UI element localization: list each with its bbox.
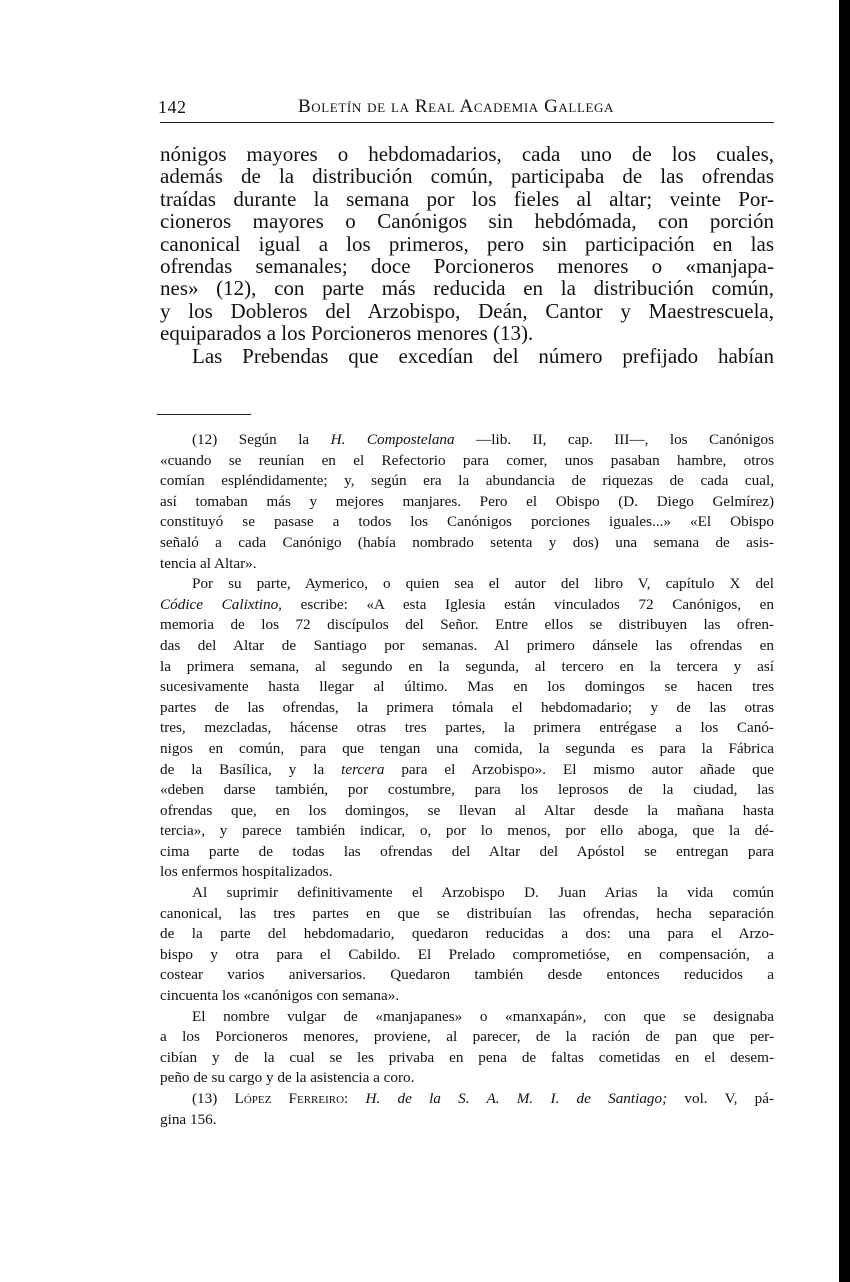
footnote-line: sucesivamente hasta llegar al último. Mas en los domingos se hacen tres (160, 678, 774, 696)
paragraph-1 (160, 143, 774, 345)
text-line: nes» (12), con parte más reducida en la distribución común, (160, 276, 774, 301)
footnote-line: nigos en común, para que tengan una comida, la segunda es para la Fábrica (160, 739, 774, 757)
footnote-line: cibían y de la cual se les privaba en pena de faltas cometidas en el desem- (160, 1048, 774, 1066)
footnote-separator (157, 414, 251, 415)
footnote-line: memoria de los 72 discípulos del Señor. Entre ellos se distribuyen las ofren- (160, 616, 774, 634)
text-line: canonical igual a los primeros, pero sin participación en las (160, 231, 774, 256)
text-line: equiparados a los Porcioneros menores (13). (160, 321, 534, 346)
page-header (158, 94, 774, 120)
footnote-line: canonical, las tres partes en que se distribuían las ofrendas, hecha separación (160, 904, 774, 922)
footnote-line: así tomaban más y mejores manjares. Pero el Obispo (D. Diego Gelmírez) (160, 492, 774, 510)
footnote-line: cincuenta los «canónigos con semana». (160, 987, 400, 1005)
footnote-line: a los Porcioneros menores, proviene, al parecer, de la ración de pan que per- (160, 1028, 774, 1046)
footnote-line: costear varios aniversarios. Quedaron también desde entonces reducidos a (160, 966, 774, 984)
footnote-line: peño de su cargo y de la asistencia a coro. (160, 1069, 415, 1087)
text-line: además de la distribución común, participaba de las ofrendas (160, 164, 774, 189)
footnote-line: señaló a cada Canónigo (había nombrado setenta y dos) una semana de asis- (160, 533, 774, 551)
footnote-13 (160, 1089, 774, 1130)
footnote-line: gina 156. (160, 1110, 217, 1128)
footnote-line: tencia al Altar». (160, 554, 257, 572)
footnote-line: los enfermos hospitalizados. (160, 863, 333, 881)
footnote-12-paragraph-4 (160, 1007, 774, 1089)
footnote-line: «deben darse también, por costumbre, para los leprosos de la ciudad, las (160, 781, 774, 799)
footnote-line: (12) Según la H. Compostelana —lib. II, cap. III—, los Canónigos (192, 431, 775, 448)
footnote-line: bispo y otra para el Cabildo. El Prelado comprometióse, en compensación, a (160, 945, 774, 963)
footnote-line: partes de las ofrendas, la primera tómala el hebdomadario; y de las otras (160, 698, 774, 716)
italic-title: H. Compostelana (330, 431, 455, 448)
text-line: traídas durante la semana por los fieles al altar; veinte Por- (160, 186, 774, 211)
footnotes (160, 430, 774, 1130)
footnote-line: (13) López Ferreiro: H. de la S. A. M. I. de Santiago; vol. V, pá- (192, 1090, 774, 1107)
footnote-line: tres, mezcladas, hácense otras tres partes, la primera entrégase a los Canó- (160, 719, 774, 737)
text-line: cioneros mayores o Canónigos sin hebdómada, con porción (160, 209, 774, 234)
footnote-line: El nombre vulgar de «manjapanes» o «manxapán», con que se designaba (192, 1007, 774, 1025)
header-rule (160, 122, 774, 123)
footnote-line: Por su parte, Aymerico, o quien sea el autor del libro V, capítulo X del (192, 575, 774, 593)
footnote-line: Al suprimir definitivamente el Arzobispo D. Juan Arias la vida común (192, 884, 774, 902)
italic-title: tercera (341, 760, 385, 778)
footnote-12 (160, 430, 774, 574)
text-line: nónigos mayores o hebdomadarios, cada uno de los cuales, (160, 142, 774, 166)
italic-title: H. de la S. A. M. I. de Santiago; (365, 1090, 668, 1107)
page-number: 142 (158, 97, 187, 117)
paragraph-2 (160, 345, 774, 367)
text-line: Las Prebendas que excedían del número prefijado habían (192, 343, 774, 368)
footnote-line: de la parte del hebdomadario, quedaron reducidas a dos: una para el Arzo- (160, 925, 774, 943)
scan-edge-shadow (839, 0, 850, 1282)
footnote-line: «cuando se reunían en el Refectorio para comer, unos pasaban hambre, otros (160, 451, 774, 469)
text-line: ofrendas semanales; doce Porcioneros menores o «manjapa- (160, 254, 774, 279)
footnote-line: cima parte de todas las ofrendas del Altar del Apóstol se entregan para (160, 842, 774, 860)
footnote-line: la primera semana, al segundo en la segunda, al tercero en la tercera y así (160, 657, 774, 675)
author-name: López Ferreiro: (234, 1090, 349, 1107)
main-text (160, 143, 774, 367)
footnote-line: Códice Calixtino, escribe: «A esta Iglesia están vinculados 72 Canónigos, en (160, 595, 774, 613)
footnote-12-paragraph-2 (160, 574, 774, 883)
running-title: Boletín de la Real Academia Gallega (298, 96, 614, 117)
footnote-line: comían espléndidamente; y, según era la abundancia de riquezas de cada cual, (160, 472, 774, 490)
footnote-line: das del Altar de Santiago por semanas. Al primero dánsele las ofrendas en (160, 636, 774, 654)
footnote-line: tercia», y parece también indicar, o, por lo menos, por ello aboga, que la dé- (160, 822, 774, 840)
text-line: y los Dobleros del Arzobispo, Deán, Cantor y Maestrescuela, (160, 298, 774, 323)
footnote-line: ofrendas que, en los domingos, se llevan al Altar desde la mañana hasta (160, 801, 774, 819)
footnote-line: constituyó se pasase a todos los Canónigos porciones iguales...» «El Obispo (160, 513, 774, 531)
italic-title: Códice Calixtino, (160, 595, 282, 613)
footnote-line: de la Basílica, y la tercera para el Arzobispo». El mismo autor añade que (160, 760, 774, 778)
footnote-12-paragraph-3 (160, 883, 774, 1007)
